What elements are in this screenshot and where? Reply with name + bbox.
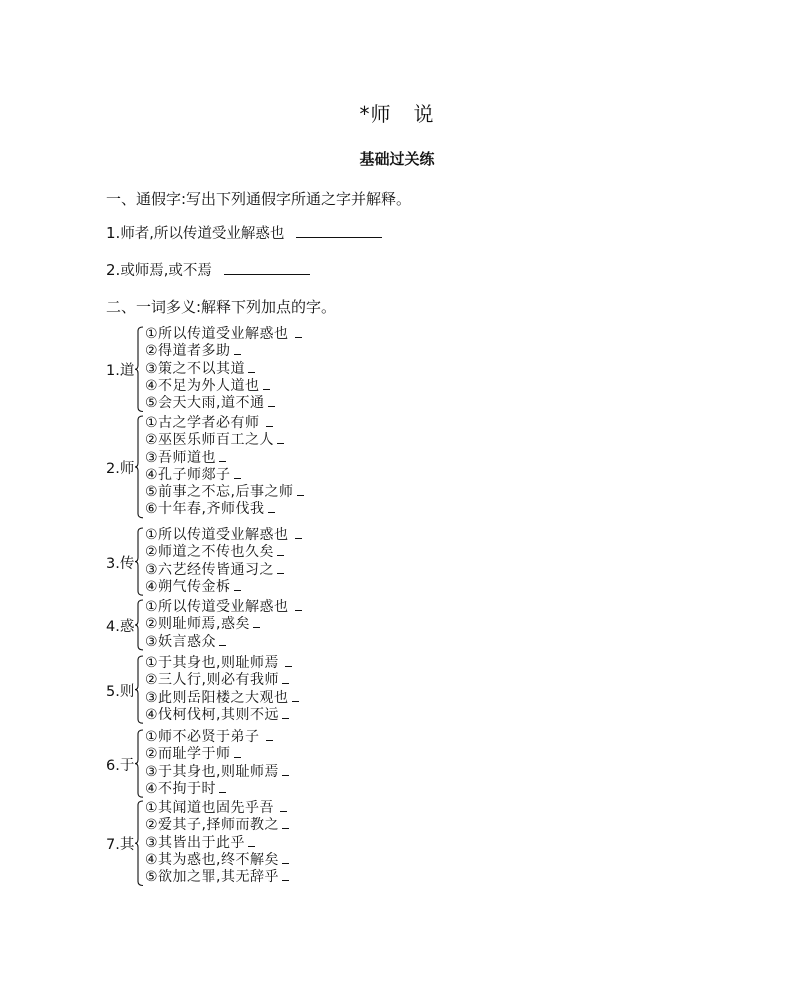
answer-blank[interactable] <box>234 746 241 758</box>
group-items <box>145 655 299 724</box>
answer-blank[interactable] <box>219 450 226 462</box>
group-number: 2. <box>106 460 120 477</box>
answer-blank[interactable] <box>263 378 270 390</box>
group-word: 于 <box>119 757 135 774</box>
answer-blank[interactable] <box>277 562 284 574</box>
group-word: 师 <box>119 460 135 477</box>
item-text: ①所以传道受业解惑也 <box>145 599 289 615</box>
item-text: ④不足为外人道也 <box>145 377 260 394</box>
answer-blank[interactable] <box>295 326 302 338</box>
item-text: ①其闻道也固先乎吾 <box>145 800 275 816</box>
group-word: 道 <box>119 363 135 380</box>
item-text: ⑤前事之不忘,后事之师 <box>145 484 294 501</box>
list-item <box>145 616 302 633</box>
list-item <box>145 835 289 852</box>
list-item <box>145 634 302 651</box>
question-1 <box>106 222 382 243</box>
answer-blank[interactable] <box>282 707 289 719</box>
section2-heading: 二、一词多义:解释下列加点的字。 <box>106 298 337 316</box>
group-heading <box>106 359 134 380</box>
list-item <box>145 527 302 544</box>
item-text: ①所以传道受业解惑也 <box>145 527 289 543</box>
group-heading <box>106 552 134 573</box>
list-item <box>145 729 289 746</box>
list-item <box>145 764 289 781</box>
group-items <box>145 326 302 412</box>
list-item <box>145 415 304 432</box>
item-text: ③六艺经传皆通习之 <box>145 561 275 578</box>
answer-blank[interactable] <box>295 599 302 611</box>
list-item <box>145 817 289 834</box>
list-item <box>145 562 302 579</box>
group-word: 传 <box>119 555 135 572</box>
item-text: ②而耻学于师 <box>145 746 231 763</box>
brace-icon <box>134 655 144 724</box>
title-part-2: 说 <box>413 102 435 126</box>
brace-icon <box>134 800 144 887</box>
answer-blank[interactable] <box>224 262 310 275</box>
list-item <box>145 690 299 707</box>
answer-blank[interactable] <box>253 616 260 628</box>
list-item <box>145 484 304 501</box>
list-item <box>145 781 289 798</box>
item-text: ②得道者多助 <box>145 343 231 360</box>
page-title <box>0 98 794 127</box>
item-text: ②则耻师焉,惑矣 <box>145 616 251 633</box>
answer-blank[interactable] <box>282 672 289 684</box>
answer-blank[interactable] <box>277 432 284 444</box>
item-text: ③妖言惑众 <box>145 633 217 650</box>
item-text: ④伐柯伐柯,其则不远 <box>145 706 280 723</box>
group-items <box>145 599 302 651</box>
list-item <box>145 672 299 689</box>
list-item <box>145 432 304 449</box>
list-item <box>145 869 289 886</box>
item-text: ④朔气传金柝 <box>145 578 231 595</box>
answer-blank[interactable] <box>219 634 226 646</box>
answer-blank[interactable] <box>296 225 382 238</box>
item-text: ⑥十年春,齐师伐我 <box>145 501 265 518</box>
answer-blank[interactable] <box>280 800 287 812</box>
group-heading <box>106 615 134 636</box>
group-heading <box>106 680 134 701</box>
item-text: ③策之不以其道 <box>145 360 246 377</box>
answer-blank[interactable] <box>266 415 273 427</box>
answer-blank[interactable] <box>248 361 255 373</box>
list-item <box>145 707 299 724</box>
answer-blank[interactable] <box>277 544 284 556</box>
item-text: ③于其身也,则耻师焉 <box>145 763 280 780</box>
item-text: ①于其身也,则耻师焉 <box>145 655 280 671</box>
group-word: 惑 <box>119 618 135 635</box>
item-text: ②爱其子,择师而教之 <box>145 817 280 834</box>
group-heading <box>106 833 134 854</box>
item-text: ⑤欲加之罪,其无辞乎 <box>145 869 280 886</box>
question-text: 或师焉,或不焉 <box>120 263 212 279</box>
answer-blank[interactable] <box>297 484 304 496</box>
list-item <box>145 746 289 763</box>
title-part-1: *师 <box>359 102 392 126</box>
answer-blank[interactable] <box>282 764 289 776</box>
question-2 <box>106 259 310 280</box>
list-item <box>145 343 302 360</box>
item-text: ④其为惑也,终不解矣 <box>145 851 280 868</box>
list-item <box>145 852 289 869</box>
answer-blank[interactable] <box>282 852 289 864</box>
question-number: 2. <box>106 261 121 279</box>
brace-icon <box>134 326 144 413</box>
answer-blank[interactable] <box>295 527 302 539</box>
list-item <box>145 378 302 395</box>
group-number: 4. <box>106 618 120 635</box>
answer-blank[interactable] <box>248 835 255 847</box>
section-subtitle: 基础过关练 <box>359 150 435 168</box>
answer-blank[interactable] <box>234 467 241 479</box>
question-text: 师者,所以传道受业解惑也 <box>120 226 285 242</box>
brace-icon <box>134 729 144 798</box>
answer-blank[interactable] <box>219 781 226 793</box>
list-item <box>145 579 302 596</box>
answer-blank[interactable] <box>234 343 241 355</box>
group-word: 其 <box>119 837 135 854</box>
answer-blank[interactable] <box>268 501 275 513</box>
item-text: ①古之学者必有师 <box>145 415 260 431</box>
group-number: 5. <box>106 683 120 700</box>
item-text: ②三人行,则必有我师 <box>145 672 280 689</box>
answer-blank[interactable] <box>285 655 292 667</box>
group-items <box>145 527 302 596</box>
list-item <box>145 599 302 616</box>
item-text: ②师道之不传也久矣 <box>145 544 275 561</box>
group-items <box>145 415 304 519</box>
brace-icon <box>134 527 144 596</box>
group-word: 则 <box>119 683 135 700</box>
answer-blank[interactable] <box>266 729 273 741</box>
item-text: ④不拘于时 <box>145 780 217 797</box>
group-items <box>145 729 289 798</box>
item-text: ⑤会天大雨,道不通 <box>145 395 265 412</box>
answer-blank[interactable] <box>292 690 299 702</box>
item-text: ③此则岳阳楼之大观也 <box>145 689 289 706</box>
item-text: ③其皆出于此乎 <box>145 834 246 851</box>
list-item <box>145 467 304 484</box>
list-item <box>145 544 302 561</box>
brace-icon <box>134 599 144 651</box>
list-item <box>145 326 302 343</box>
list-item <box>145 450 304 467</box>
list-item <box>145 800 289 817</box>
group-number: 6. <box>106 757 120 774</box>
group-heading <box>106 457 134 478</box>
list-item <box>145 361 302 378</box>
answer-blank[interactable] <box>282 817 289 829</box>
item-text: ②巫医乐师百工之人 <box>145 432 275 449</box>
group-number: 3. <box>106 555 120 572</box>
item-text: ①师不必贤于弟子 <box>145 729 260 745</box>
section1-heading: 一、通假字:写出下列通假字所通之字并解释。 <box>106 190 412 208</box>
answer-blank[interactable] <box>268 395 275 407</box>
group-number: 7. <box>106 837 120 854</box>
group-items <box>145 800 289 886</box>
question-number: 1. <box>106 224 121 242</box>
group-number: 1. <box>106 363 120 380</box>
list-item <box>145 395 302 412</box>
brace-icon <box>134 415 144 519</box>
list-item <box>145 501 304 518</box>
list-item <box>145 655 299 672</box>
answer-blank[interactable] <box>234 579 241 591</box>
item-text: ①所以传道受业解惑也 <box>145 326 289 342</box>
answer-blank[interactable] <box>282 869 289 881</box>
item-text: ③吾师道也 <box>145 449 217 466</box>
group-heading <box>106 754 134 775</box>
item-text: ④孔子师郯子 <box>145 466 231 483</box>
